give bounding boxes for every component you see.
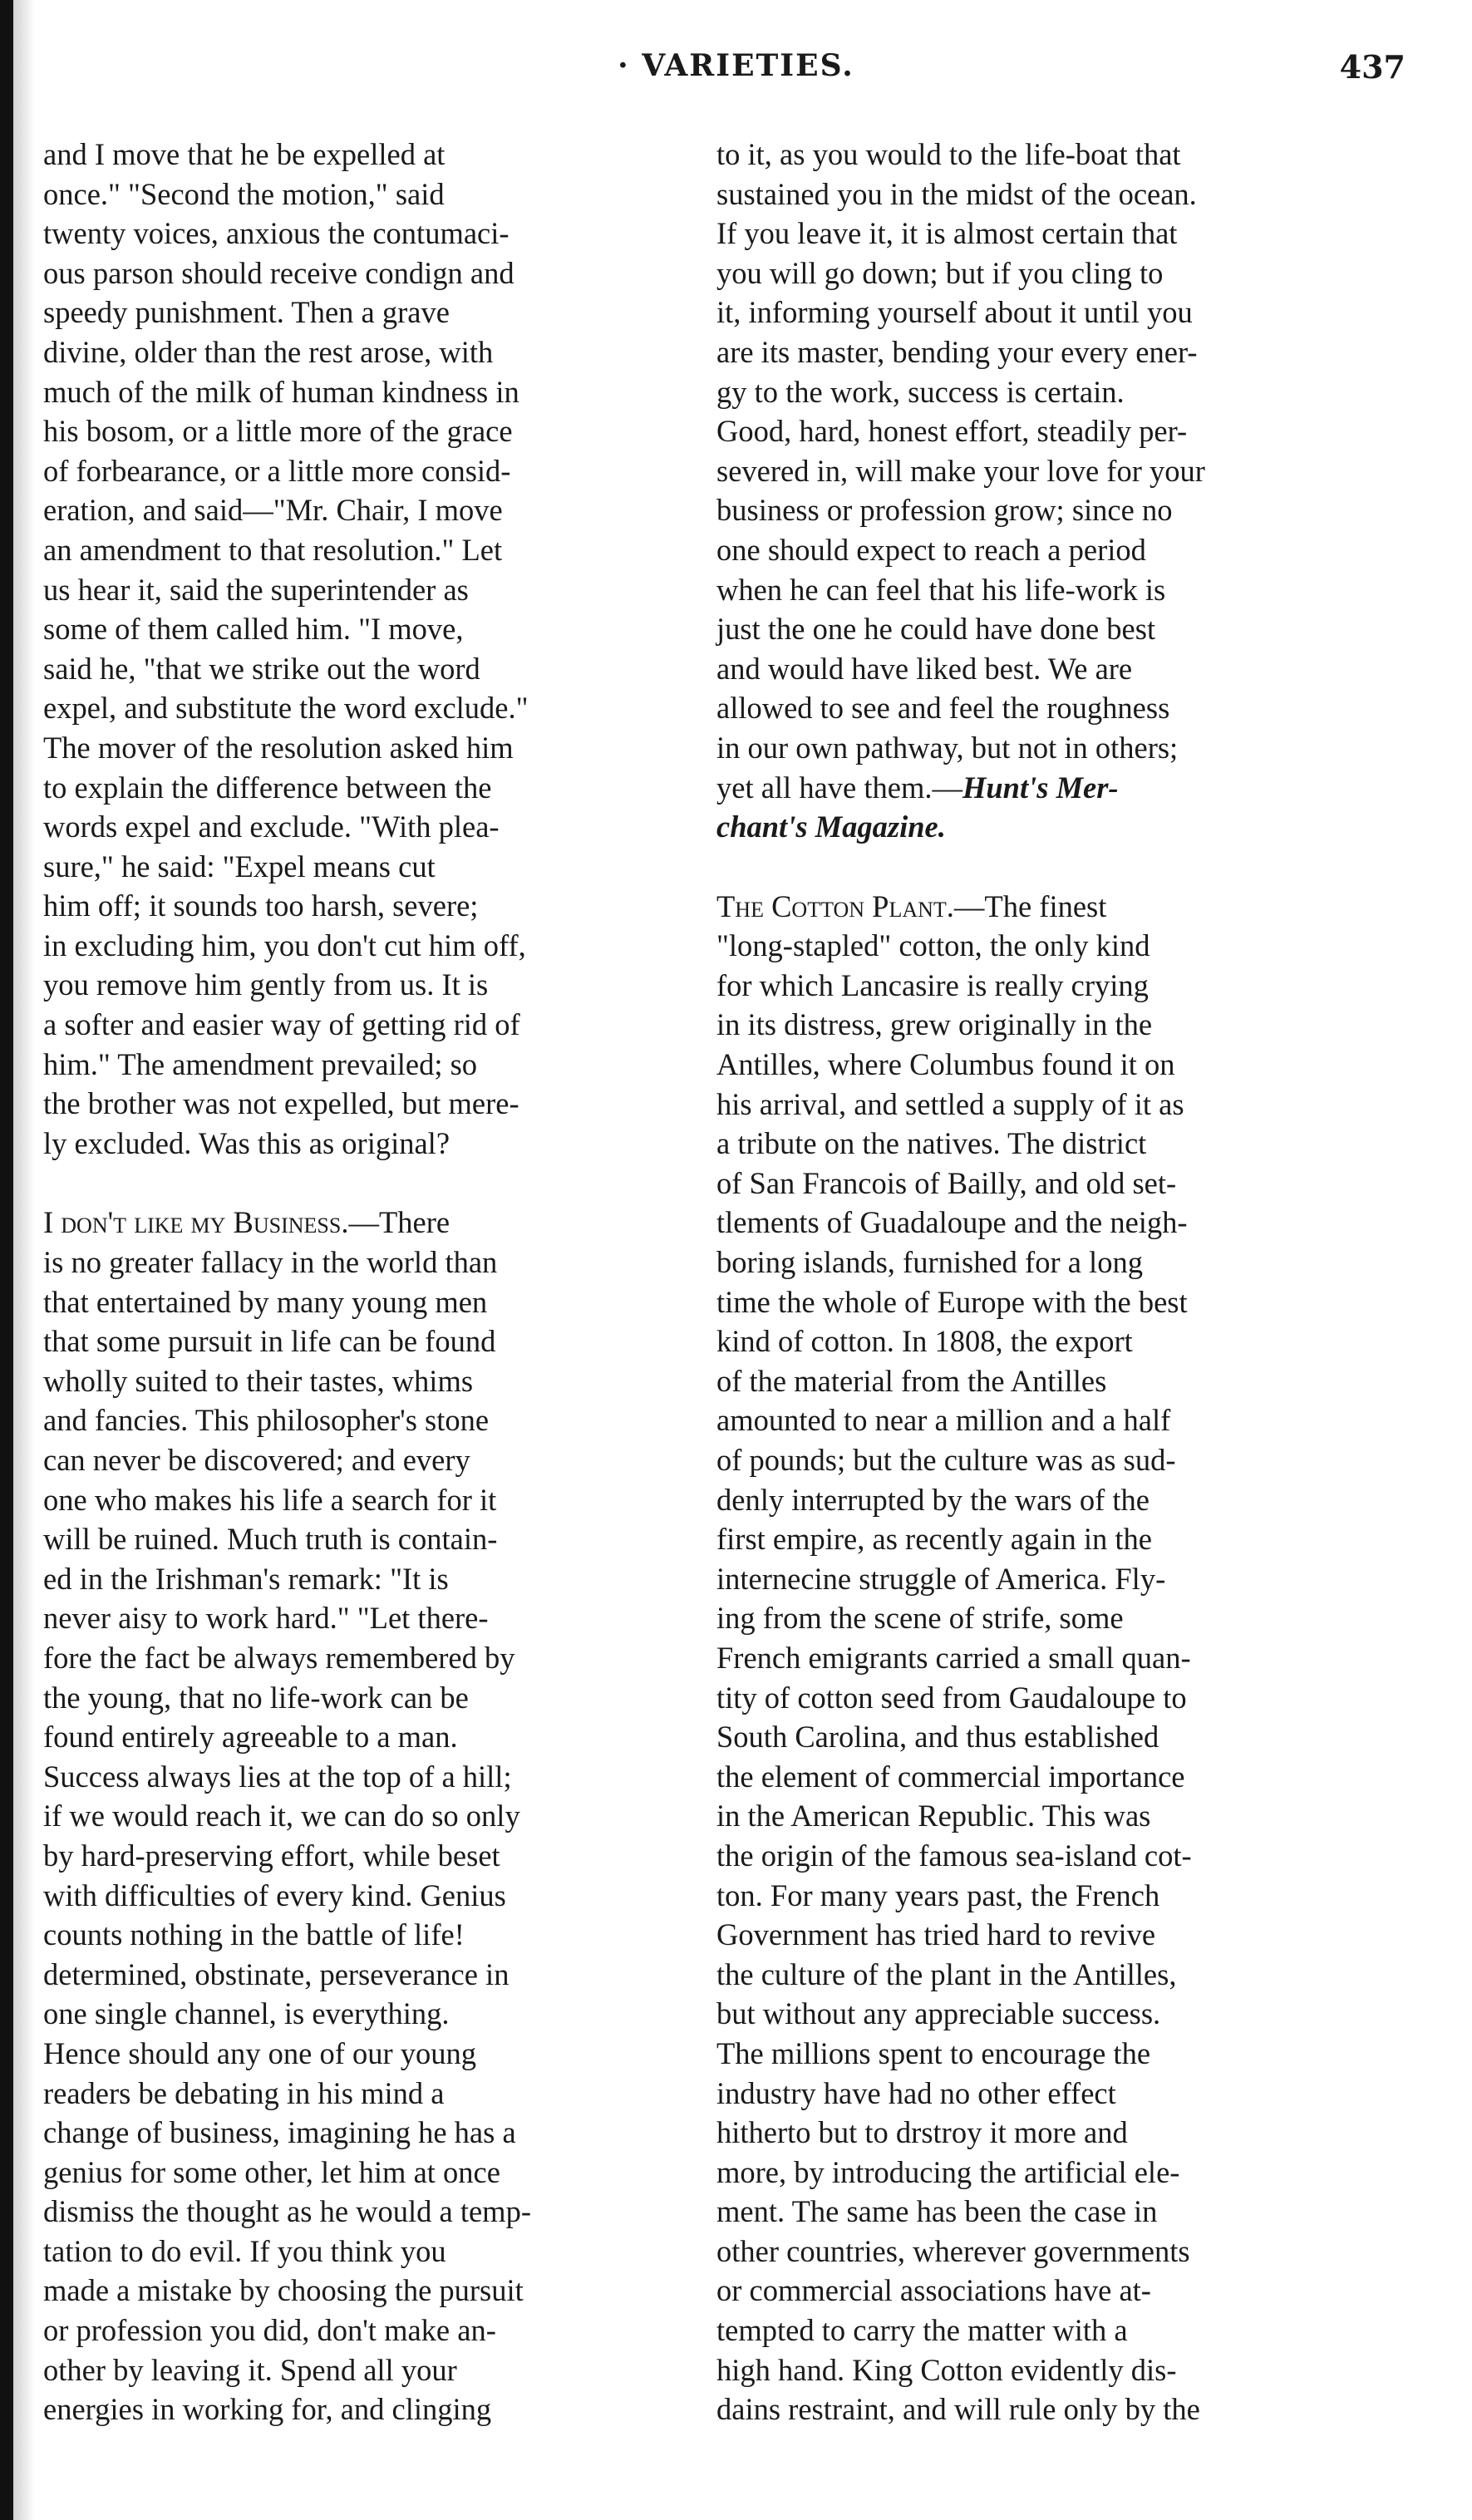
- text-line: severed in, will make your love for your: [716, 453, 1205, 488]
- text-fragment: yet all have them.—: [716, 770, 962, 805]
- text-line: denly interrupted by the wars of the: [716, 1482, 1150, 1517]
- text-line: with difficulties of every kind. Genius: [43, 1878, 506, 1912]
- text-line: The mover of the resolution asked him: [43, 730, 514, 765]
- text-line: tation to do evil. If you think you: [43, 2233, 446, 2268]
- text-line: If you leave it, it is almost certain that: [716, 216, 1178, 251]
- text-line: expel, and substitute the word exclude.": [43, 691, 529, 726]
- text-line: or commercial associations have at-: [716, 2273, 1151, 2308]
- text-line: will be ruined. Much truth is contain-: [43, 1522, 498, 1557]
- binding-edge: [0, 0, 13, 2520]
- text-line: of forbearance, or a little more consid-: [43, 453, 511, 488]
- text-line: that some pursuit in life can be found: [43, 1324, 496, 1359]
- text-line: one who makes his life a search for it: [43, 1482, 497, 1517]
- text-line: but without any appreciable success.: [716, 1996, 1161, 2031]
- text-line: his arrival, and settled a supply of it as: [716, 1086, 1184, 1121]
- text-line: a tribute on the natives. The district: [716, 1126, 1147, 1161]
- text-line: other by leaving it. Spend all your: [43, 2352, 457, 2387]
- text-line: never aisy to work hard." "Let there-: [43, 1601, 489, 1636]
- article-heading: I don't like my Business.: [43, 1205, 349, 1240]
- text-line: of the material from the Antilles: [716, 1363, 1107, 1398]
- text-line: dains restraint, and will rule only by the: [716, 2392, 1200, 2427]
- text-line: the brother was not expelled, but mere-: [43, 1086, 519, 1121]
- running-title: · VARIETIES.: [618, 48, 854, 83]
- page-header: [50, 48, 1422, 98]
- text-line: genius for some other, let him at once: [43, 2154, 500, 2189]
- text-line: "long-stapled" cotton, the only kind: [716, 928, 1150, 963]
- text-line: energies in working for, and clinging: [43, 2392, 492, 2427]
- text-line: boring islands, furnished for a long: [716, 1245, 1143, 1280]
- text-line: once." "Second the motion," said: [43, 176, 445, 211]
- text-line: Success always lies at the top of a hill;: [43, 1759, 512, 1794]
- text-line: change of business, imagining he has a: [43, 2115, 516, 2150]
- text-line: eration, and said—"Mr. Chair, I move: [43, 493, 503, 528]
- text-line: his bosom, or a little more of the grace: [43, 414, 513, 449]
- business-article-paragraph: [43, 1203, 700, 2429]
- text-line: industry have had no other effect: [716, 2075, 1116, 2110]
- text-line: ton. For many years past, the French: [716, 1878, 1160, 1912]
- text-line: is no greater fallacy in the world than: [43, 1245, 498, 1280]
- text-line: when he can feel that his life-work is: [716, 572, 1166, 607]
- text-line: first empire, as recently again in the: [716, 1522, 1152, 1557]
- text-line: the young, that no life-work can be: [43, 1680, 469, 1715]
- text-line: amounted to near a million and a half: [716, 1403, 1171, 1438]
- text-line: much of the milk of human kindness in: [43, 374, 519, 409]
- text-line: a softer and easier way of getting rid of: [43, 1007, 520, 1042]
- page-number: 437: [1339, 48, 1406, 86]
- text-line: tity of cotton seed from Gaudaloupe to: [716, 1680, 1187, 1715]
- text-line: to it, as you would to the life-boat that: [716, 137, 1181, 171]
- text-line: of pounds; but the culture was as sud-: [716, 1443, 1176, 1477]
- text-line: tempted to carry the matter with a: [716, 2313, 1128, 2348]
- text-line: can never be discovered; and every: [43, 1443, 470, 1477]
- text-fragment: —There: [348, 1205, 450, 1240]
- text-line: Hence should any one of our young: [43, 2035, 477, 2070]
- text-line: and fancies. This philosopher's stone: [43, 1403, 490, 1438]
- text-line: you will go down; but if you cling to: [716, 255, 1164, 290]
- text-line: that entertained by many young men: [43, 1284, 488, 1319]
- text-line: in our own pathway, but not in others;: [716, 730, 1179, 765]
- text-line: determined, obstinate, perseverance in: [43, 1956, 510, 1991]
- source-citation: Hunt's Mer-: [962, 770, 1119, 805]
- text-line: found entirely agreeable to a man.: [43, 1720, 458, 1755]
- text-line: Government has tried hard to revive: [716, 1917, 1156, 1952]
- binding-shadow: [13, 0, 35, 2520]
- text-line: readers be debating in his mind a: [43, 2075, 445, 2110]
- text-line: The millions spent to encourage the: [716, 2035, 1151, 2070]
- text-line: ous parson should receive condign and: [43, 255, 514, 290]
- text-line: it, informing yourself about it until you: [716, 295, 1193, 330]
- right-column: [716, 135, 1373, 2429]
- text-line: [43, 1203, 700, 1243]
- business-article-continuation: [716, 135, 1373, 847]
- text-line: made a mistake by choosing the pursuit: [43, 2273, 524, 2308]
- text-line: allowed to see and feel the roughness: [716, 691, 1170, 726]
- text-line: ing from the scene of strife, some: [716, 1601, 1124, 1636]
- text-fragment: —The finest: [953, 888, 1107, 923]
- text-line: more, by introducing the artificial ele-: [716, 2154, 1180, 2189]
- text-line: an amendment to that resolution." Let: [43, 532, 503, 567]
- text-line: business or profession grow; since no: [716, 493, 1173, 528]
- text-line: of San Francois of Bailly, and old set-: [716, 1165, 1177, 1200]
- text-line: ly excluded. Was this as original?: [43, 1125, 450, 1160]
- text-line: ment. The same has been the case in: [716, 2194, 1158, 2229]
- text-line: time the whole of Europe with the best: [716, 1284, 1188, 1319]
- text-line: the element of commercial importance: [716, 1759, 1185, 1794]
- text-line: divine, older than the rest arose, with: [43, 334, 494, 369]
- text-line: you remove him gently from us. It is: [43, 967, 489, 1002]
- text-line: speedy punishment. Then a grave: [43, 295, 450, 330]
- text-line: and would have liked best. We are: [716, 651, 1133, 686]
- text-line: French emigrants carried a small quan-: [716, 1640, 1191, 1675]
- article-heading: The Cotton Plant.: [716, 888, 954, 923]
- text-line: in excluding him, you don't cut him off,: [43, 928, 526, 962]
- text-line: one single channel, is everything.: [43, 1996, 450, 2031]
- text-line: Antilles, where Columbus found it on: [716, 1047, 1175, 1082]
- source-citation: chant's Magazine.: [716, 810, 946, 844]
- text-line: internecine struggle of America. Fly-: [716, 1561, 1166, 1596]
- text-line: tlements of Guadaloupe and the neigh-: [716, 1205, 1188, 1240]
- text-line: in its distress, grew originally in the: [716, 1007, 1153, 1042]
- text-line: said he, "that we strike out the word: [43, 651, 480, 686]
- text-line: just the one he could have done best: [716, 612, 1156, 647]
- text-line: words expel and exclude. "With plea-: [43, 810, 500, 844]
- text-line: kind of cotton. In 1808, the export: [716, 1324, 1133, 1359]
- text-line: in the American Republic. This was: [716, 1799, 1151, 1833]
- text-line: him off; it sounds too harsh, severe;: [43, 888, 479, 923]
- left-column: [43, 135, 700, 2429]
- text-line: are its master, bending your every ener-: [716, 334, 1198, 369]
- text-line: some of them called him. "I move,: [43, 612, 464, 647]
- text-line: us hear it, said the superintender as: [43, 572, 469, 607]
- text-line: and I move that he be expelled at: [43, 137, 446, 171]
- text-line: by hard-preserving effort, while beset: [43, 1838, 500, 1873]
- text-line: the culture of the plant in the Antilles,: [716, 1956, 1177, 1991]
- text-line: [716, 768, 1373, 808]
- text-line: the origin of the famous sea-island cot-: [716, 1838, 1192, 1873]
- text-line: if we would reach it, we can do so only: [43, 1799, 520, 1833]
- text-line: hitherto but to drstroy it more and: [716, 2115, 1128, 2150]
- cotton-plant-paragraph: [716, 887, 1373, 2429]
- text-line: high hand. King Cotton evidently dis-: [716, 2352, 1177, 2387]
- text-line: or profession you did, don't make an-: [43, 2313, 496, 2348]
- text-line: sure," he said: "Expel means cut: [43, 849, 436, 883]
- text-line: dismiss the thought as he would a temp-: [43, 2194, 531, 2229]
- text-line: other countries, wherever governments: [716, 2233, 1190, 2268]
- text-line: gy to the work, success is certain.: [716, 374, 1125, 409]
- expulsion-anecdote-paragraph: [43, 135, 700, 1163]
- text-line: twenty voices, anxious the contumaci-: [43, 216, 510, 251]
- text-line: for which Lancasire is really crying: [716, 967, 1149, 1002]
- text-line: fore the fact be always remembered by: [43, 1640, 515, 1675]
- text-line: ed in the Irishman's remark: "It is: [43, 1561, 449, 1596]
- text-line: sustained you in the midst of the ocean.: [716, 176, 1197, 211]
- text-line: South Carolina, and thus established: [716, 1720, 1159, 1755]
- text-line: counts nothing in the battle of life!: [43, 1917, 465, 1952]
- text-line: him." The amendment prevailed; so: [43, 1046, 478, 1081]
- text-line: [716, 887, 1373, 927]
- text-line: one should expect to reach a period: [716, 532, 1146, 567]
- text-line: wholly suited to their tastes, whims: [43, 1363, 474, 1398]
- text-line: Good, hard, honest effort, steadily per-: [716, 414, 1188, 449]
- text-line: to explain the difference between the: [43, 770, 492, 805]
